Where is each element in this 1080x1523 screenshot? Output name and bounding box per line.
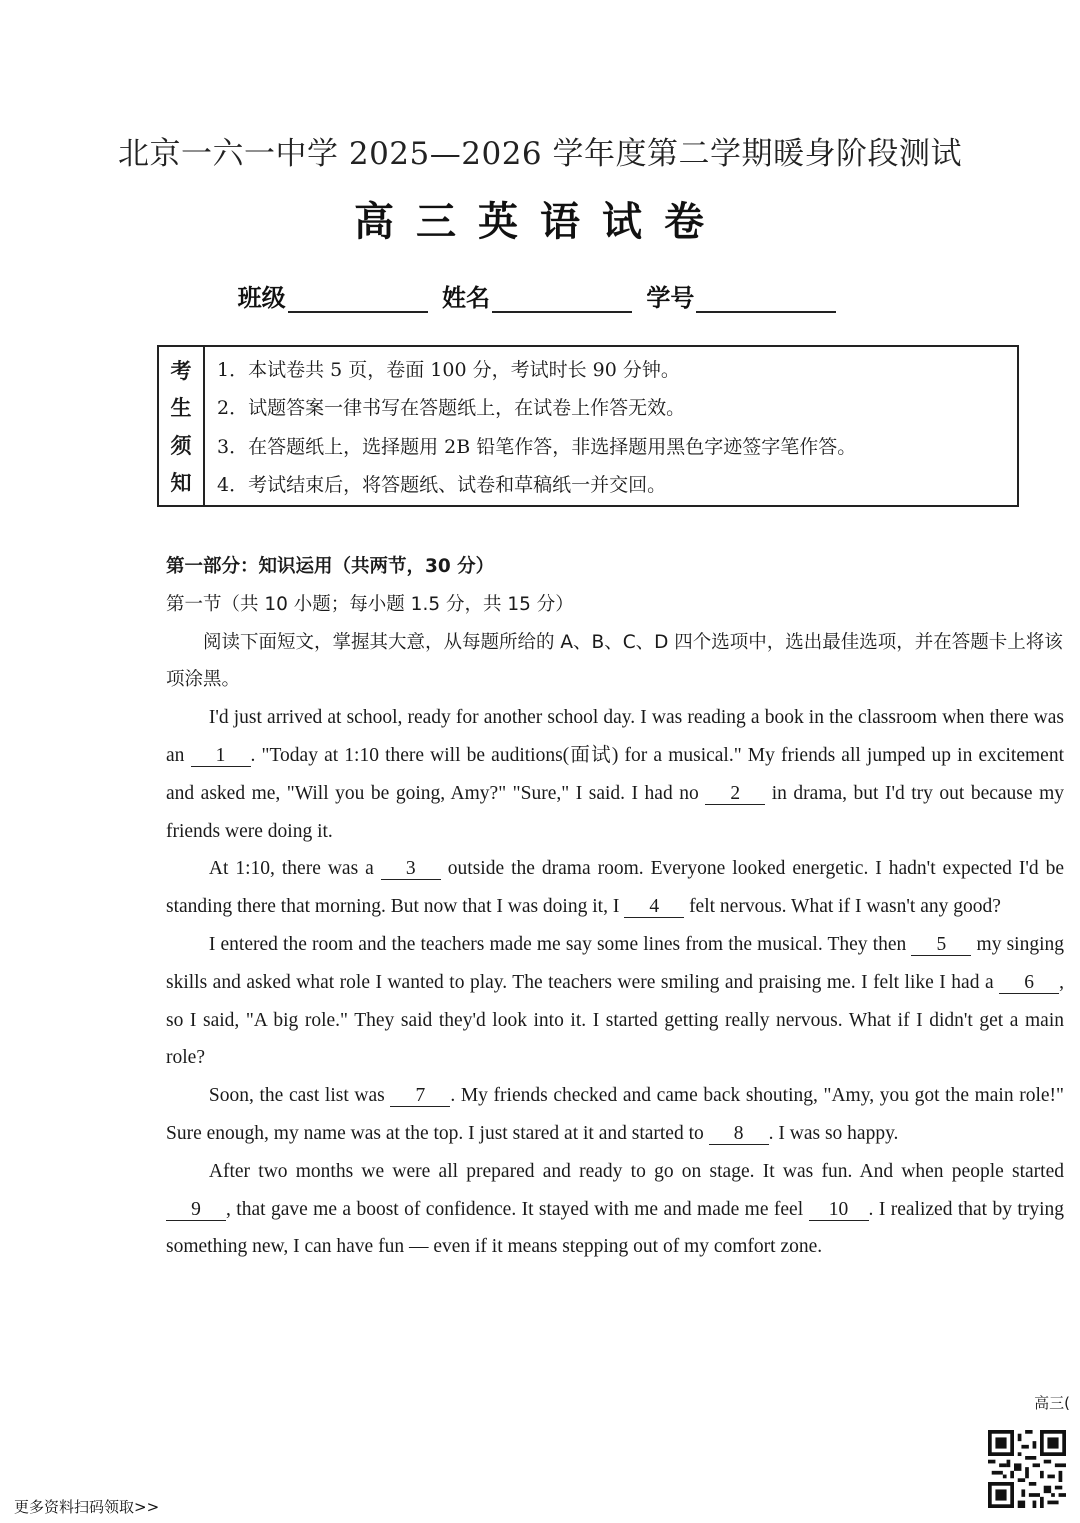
- page-marker: 高三(: [1034, 1394, 1070, 1412]
- passage-paragraph: I'd just arrived at school, ready for another school day. I was reading a book in the classroom when there was an 1 . "Today at 1:10 there will be auditions(面试) for a musical." My friends all jumped up in excitement and asked me, "Will you be going, Amy?" "Sure," I said. I had no 2 in drama, but I'd try out because my friends were doing it.: [166, 707, 1064, 842]
- blank-8: 8: [709, 1124, 769, 1145]
- notice-label-char: 知: [170, 470, 192, 496]
- qr-code-icon[interactable]: [988, 1430, 1066, 1508]
- notice-label-column: [159, 347, 205, 505]
- exam-notice-box: [157, 345, 1019, 507]
- notice-item: 4．考试结束后，将答题纸、试卷和草稿纸一并交回。: [217, 474, 667, 497]
- notice-label-char: 须: [170, 432, 192, 458]
- passage-paragraph: Soon, the cast list was 7 . My friends checked and came back shouting, "Amy, you got the main role!" Sure enough, my name was at the top. I just stared at it and started to 8 . I was so happy.: [166, 1085, 1064, 1144]
- section-subtitle: 第一节（共 10 小题；每小题 1.5 分，共 15 分）: [166, 593, 574, 615]
- notice-item: 2．试题答案一律书写在答题纸上，在试卷上作答无效。: [217, 397, 686, 420]
- blank-1: 1: [191, 746, 251, 767]
- class-blank: [288, 287, 428, 313]
- number-label: 学号: [646, 283, 695, 312]
- class-label: 班级: [237, 283, 286, 312]
- passage-paragraph: After two months we were all prepared and ready to go on stage. It was fun. And when people started 9 , that gave me a boost of confidence. It stayed with me and made me feel 10 . I realized that by trying something new, I can have fun — even if it means stepping out of my comfort zone.: [166, 1160, 1064, 1258]
- passage-paragraph: At 1:10, there was a 3 outside the drama room. Everyone looked energetic. I hadn't expected I'd be standing there that morning. But now that I was doing it, I 4 felt nervous. What if I wasn't any good?: [166, 858, 1065, 918]
- exam-content: [166, 548, 1064, 1266]
- notice-items: [205, 347, 1017, 505]
- notice-label-char: 生: [170, 395, 192, 421]
- part-title: 第一部分：知识运用（共两节，30 分）: [166, 556, 495, 577]
- blank-5: 5: [911, 935, 971, 956]
- passage-paragraph: I entered the room and the teachers made me say some lines from the musical. They then 5 my singing skills and asked what role I wanted to play. The teachers were smiling and praising me. I felt like I had a 6 , so I said, "A big role." They said they'd look into it. I started getting really nervous. What if I didn't get a main role?: [166, 933, 1065, 1069]
- exam-title: 高三英语试卷: [354, 198, 726, 245]
- notice-label-char: 考: [170, 357, 192, 383]
- blank-3: 3: [381, 859, 441, 880]
- name-blank: [492, 287, 632, 313]
- notice-item: 1．本试卷共 5 页，卷面 100 分，考试时长 90 分钟。: [217, 358, 680, 381]
- student-id-line: [0, 278, 1080, 313]
- blank-7: 7: [390, 1086, 450, 1107]
- blank-9: 9: [166, 1200, 226, 1221]
- school-title: 北京一六一中学 2025—2026 学年度第二学期暖身阶段测试: [118, 136, 962, 172]
- name-label: 姓名: [442, 283, 490, 312]
- number-blank: [696, 287, 836, 313]
- notice-item: 3．在答题纸上，选择题用 2B 铅笔作答，非选择题用黑色字迹签字笔作答。: [217, 435, 857, 458]
- more-resources-note: 更多资料扫码领取>>: [14, 1498, 160, 1516]
- blank-4: 4: [624, 897, 684, 918]
- section-instruction: 阅读下面短文，掌握其大意，从每题所给的 A、B、C、D 四个选项中，选出最佳选项，并在答题卡上将该项涂黑。: [166, 631, 1063, 691]
- blank-10: 10: [809, 1200, 869, 1221]
- blank-6: 6: [999, 973, 1059, 994]
- blank-2: 2: [705, 784, 765, 805]
